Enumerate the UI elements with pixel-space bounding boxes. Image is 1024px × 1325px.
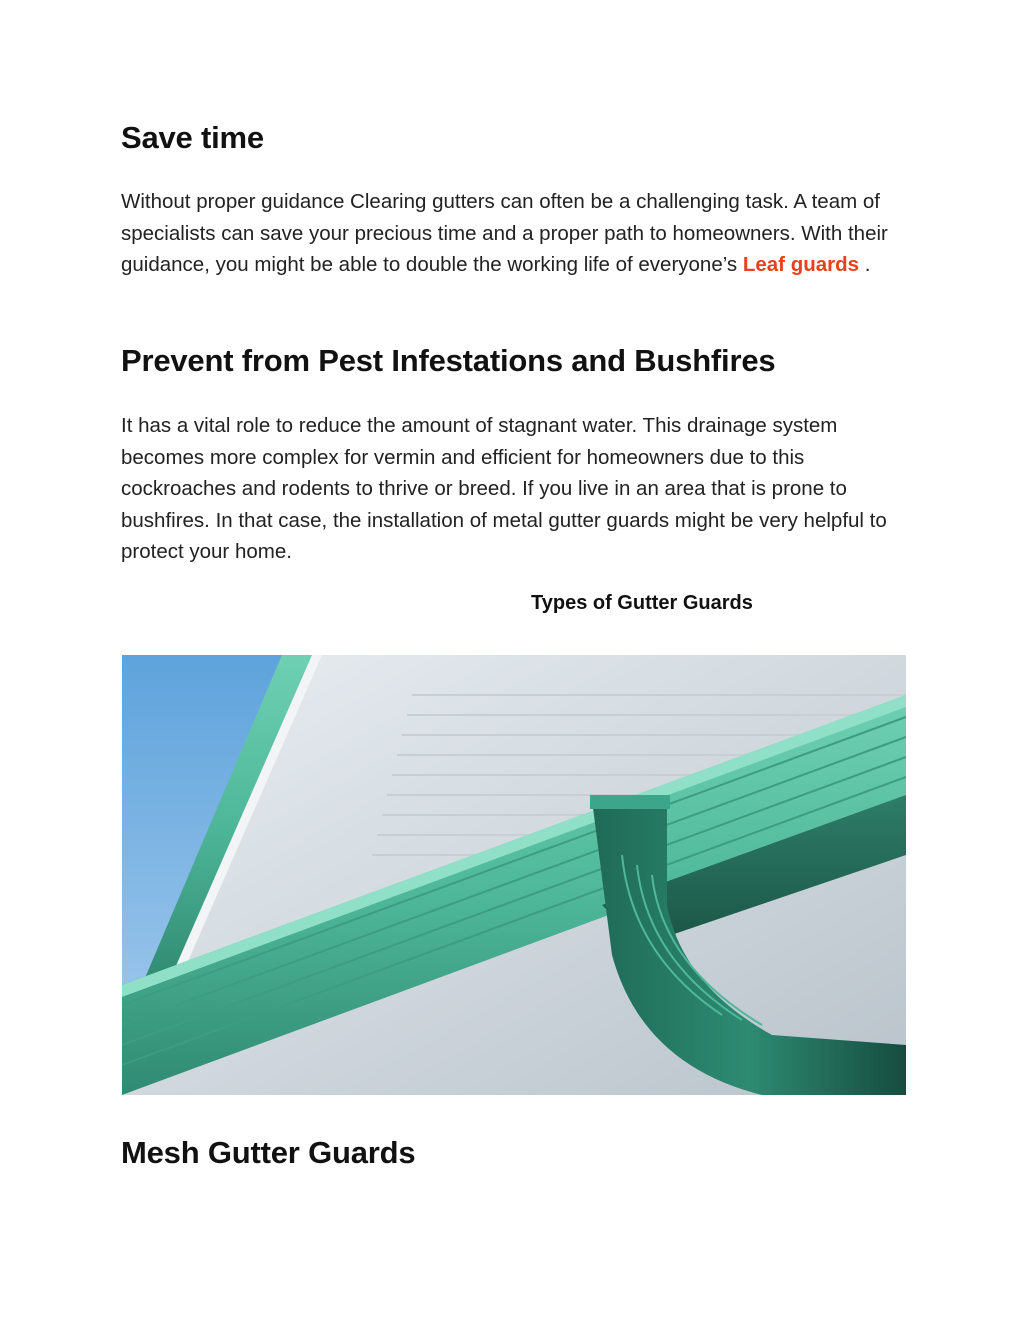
paragraph-save-time-text: Without proper guidance Clearing gutters can often be a challenging task. A team of specialists can save your precious time and a proper path to homeowners. With their guidance, you might be able to double the working life of everyone’s	[121, 190, 888, 276]
image-caption-types: Types of Gutter Guards	[531, 592, 753, 614]
paragraph-prevent: It has a vital role to reduce the amount of stagnant water. This drainage system becomes more complex for vermin and efficient for homeowners due to this cockroaches and rodents to thrive or breed. If you live in an area that is prone to bushfires. In that case, the installation of metal gutter guards might be very helpful to protect your home.	[121, 414, 887, 563]
paragraph-save-time	[121, 186, 911, 281]
section-heading-prevent: Prevent from Pest Infestations and Bushfires	[121, 343, 776, 378]
gutter-illustration	[122, 655, 906, 1095]
section-heading-mesh: Mesh Gutter Guards	[121, 1135, 416, 1170]
paragraph-save-time-suffix: .	[859, 253, 871, 276]
section-heading-save-time: Save time	[121, 120, 264, 155]
leaf-guards-link[interactable]: Leaf guards	[742, 253, 860, 276]
downspout-collar	[590, 795, 670, 809]
gutter-photo	[122, 655, 906, 1095]
